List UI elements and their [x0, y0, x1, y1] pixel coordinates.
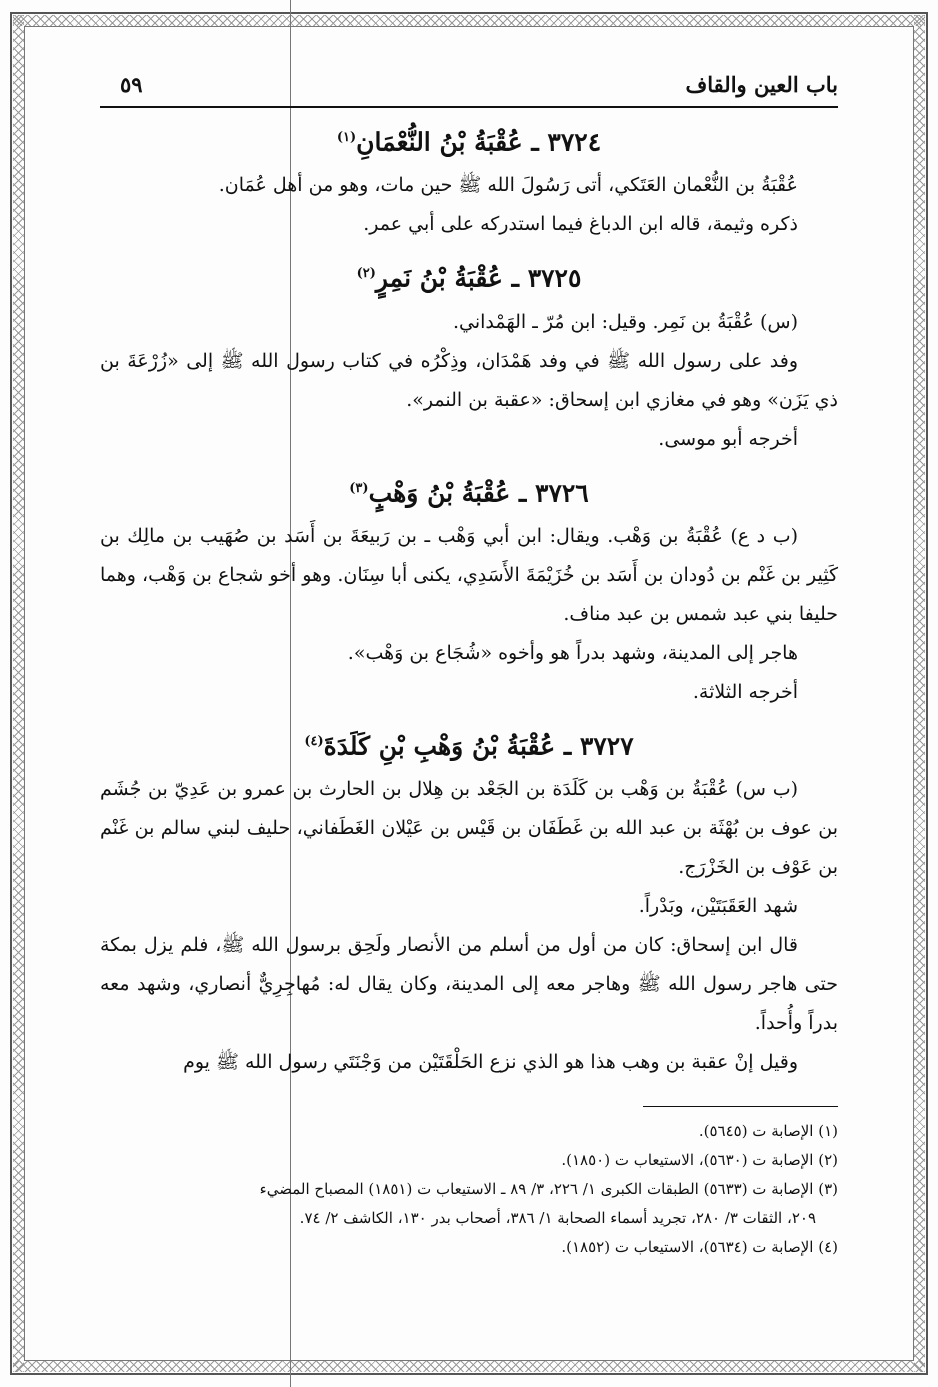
footnote-4: (٤) الإصابة ت (٥٦٣٤)، الاستيعاب ت (١٨٥٢).: [561, 1238, 838, 1257]
footnote-3-continued: ٢٠٩، الثقات ٣/ ٢٨٠، تجريد أسماء الصحابة ١/ ٣٨٦، أصحاب بدر ١٣٠، الكاشف ٢/ ٧٤.: [299, 1209, 816, 1228]
entry-heading-3724: ٣٧٢٤ ـ عُقْبَةُ بْنُ النُّعْمَانِ$^{(١)}$: [336, 127, 602, 157]
entry-paragraph: (س) عُقْبَةُ بن نَمِر. وقيل: ابن مُرّ ـ الهَمْداني.: [452, 310, 798, 333]
entry-paragraph: وفد على رسول الله ﷺ في وفد هَمْدَان، وذِكْرُه في كتاب رسول الله ﷺ إلى «زُرْعَةَ بن ذي يَزَن» وهو في مغازي ابن إسحاق: «عقبة بن النمر».: [100, 349, 838, 411]
page-number: ٥٩: [120, 72, 143, 97]
entry-paragraph: عُقْبَةُ بن النُّعْمان العَتَكي، أتى رَسُولَ الله ﷺ حين مات، وهو من أهل عُمَان.: [218, 174, 798, 197]
running-header: [100, 68, 838, 108]
entry-paragraph: وقيل إنْ عقبة بن وهب هذا هو الذي نزع الحَلْقَتَيْن من وَجْنَتَي رسول الله ﷺ يوم: [183, 1051, 798, 1074]
entry-paragraph: أخرجه الثلاثة.: [692, 680, 798, 703]
entry-heading-3726: ٣٧٢٦ ـ عُقْبَةُ بْنُ وَهْبٍ$^{(٣)}$: [349, 477, 589, 507]
entry-heading-3725: ٣٧٢٥ ـ عُقْبَةُ بْنُ نَمِرٍ$^{(٢)}$: [356, 263, 582, 293]
footnote-1: (١) الإصابة ت (٥٦٤٥).: [698, 1122, 838, 1141]
footnote-2: (٢) الإصابة ت (٥٦٣٠)، الاستيعاب ت (١٨٥٠).: [561, 1151, 838, 1170]
entry-heading-3727: ٣٧٢٧ ـ عُقْبَةُ بْنُ وَهْبِ بْنِ كَلَدَةَ$^{(٤)}$: [304, 731, 634, 761]
footnote-separator: [643, 1106, 838, 1107]
entry-paragraph: شهد العَقَبَتَيْن، وبَدْراً.: [638, 895, 798, 918]
entry-paragraph: هاجر إلى المدينة، وشهد بدراً هو وأخوه «شُجَاع بن وَهْب».: [347, 641, 798, 664]
chapter-title: باب العين والقاف: [685, 72, 838, 97]
entry-paragraph: أخرجه أبو موسى.: [658, 427, 798, 450]
entry-paragraph: قال ابن إسحاق: كان من أول من أسلم من الأنصار ولَحِق برسول الله ﷺ، فلم يزل بمكة حتى هاجر رسول الله ﷺ وهاجر معه إلى المدينة، وكان يقال له: مُهاجِرِيٌّ أنصاري، وشهد معه بدراً وأُحداً.: [100, 934, 838, 1035]
footnote-3: (٣) الإصابة ت (٥٦٣٣) الطبقات الكبرى ١/ ٢٢٦، ٣/ ٨٩ ـ الاستيعاب ت (١٨٥١) المصباح المضيء: [259, 1180, 838, 1199]
entry-paragraph: ذكره وثيمة، قاله ابن الدباغ فيما استدركه على أبي عمر.: [363, 213, 798, 236]
entry-paragraph: (ب س) عُقْبَةُ بن وَهْب بن كَلَدَة بن الجَعْد بن هِلال بن الحارث بن عمرو بن عَدِيّ بن جُشَم بن عوف بن بُهْثَة بن عبد الله بن غَطَفَان بن قَيْس بن عَيْلان الغَطَفاني، حليف لبني سالم بن غَنْم بن عَوْف بن الخَزْرَج.: [100, 778, 838, 879]
book-page: [100, 68, 838, 1262]
entry-paragraph: (ب د ع) عُقْبَةُ بن وَهْب. ويقال: ابن أبي وَهْب ـ بن رَبيعَةَ بن أَسَد بن صُهَيب بن مالِك بن كَثِير بن غَنْم بن دُودان بن أَسَد بن خُزَيْمَةَ الأَسَدِي، يكنى أبا سِنَان. وهو أخو شجاع بن وَهْب، وهما حليفا بني عبد شمس بن عبد مناف.: [100, 524, 838, 625]
